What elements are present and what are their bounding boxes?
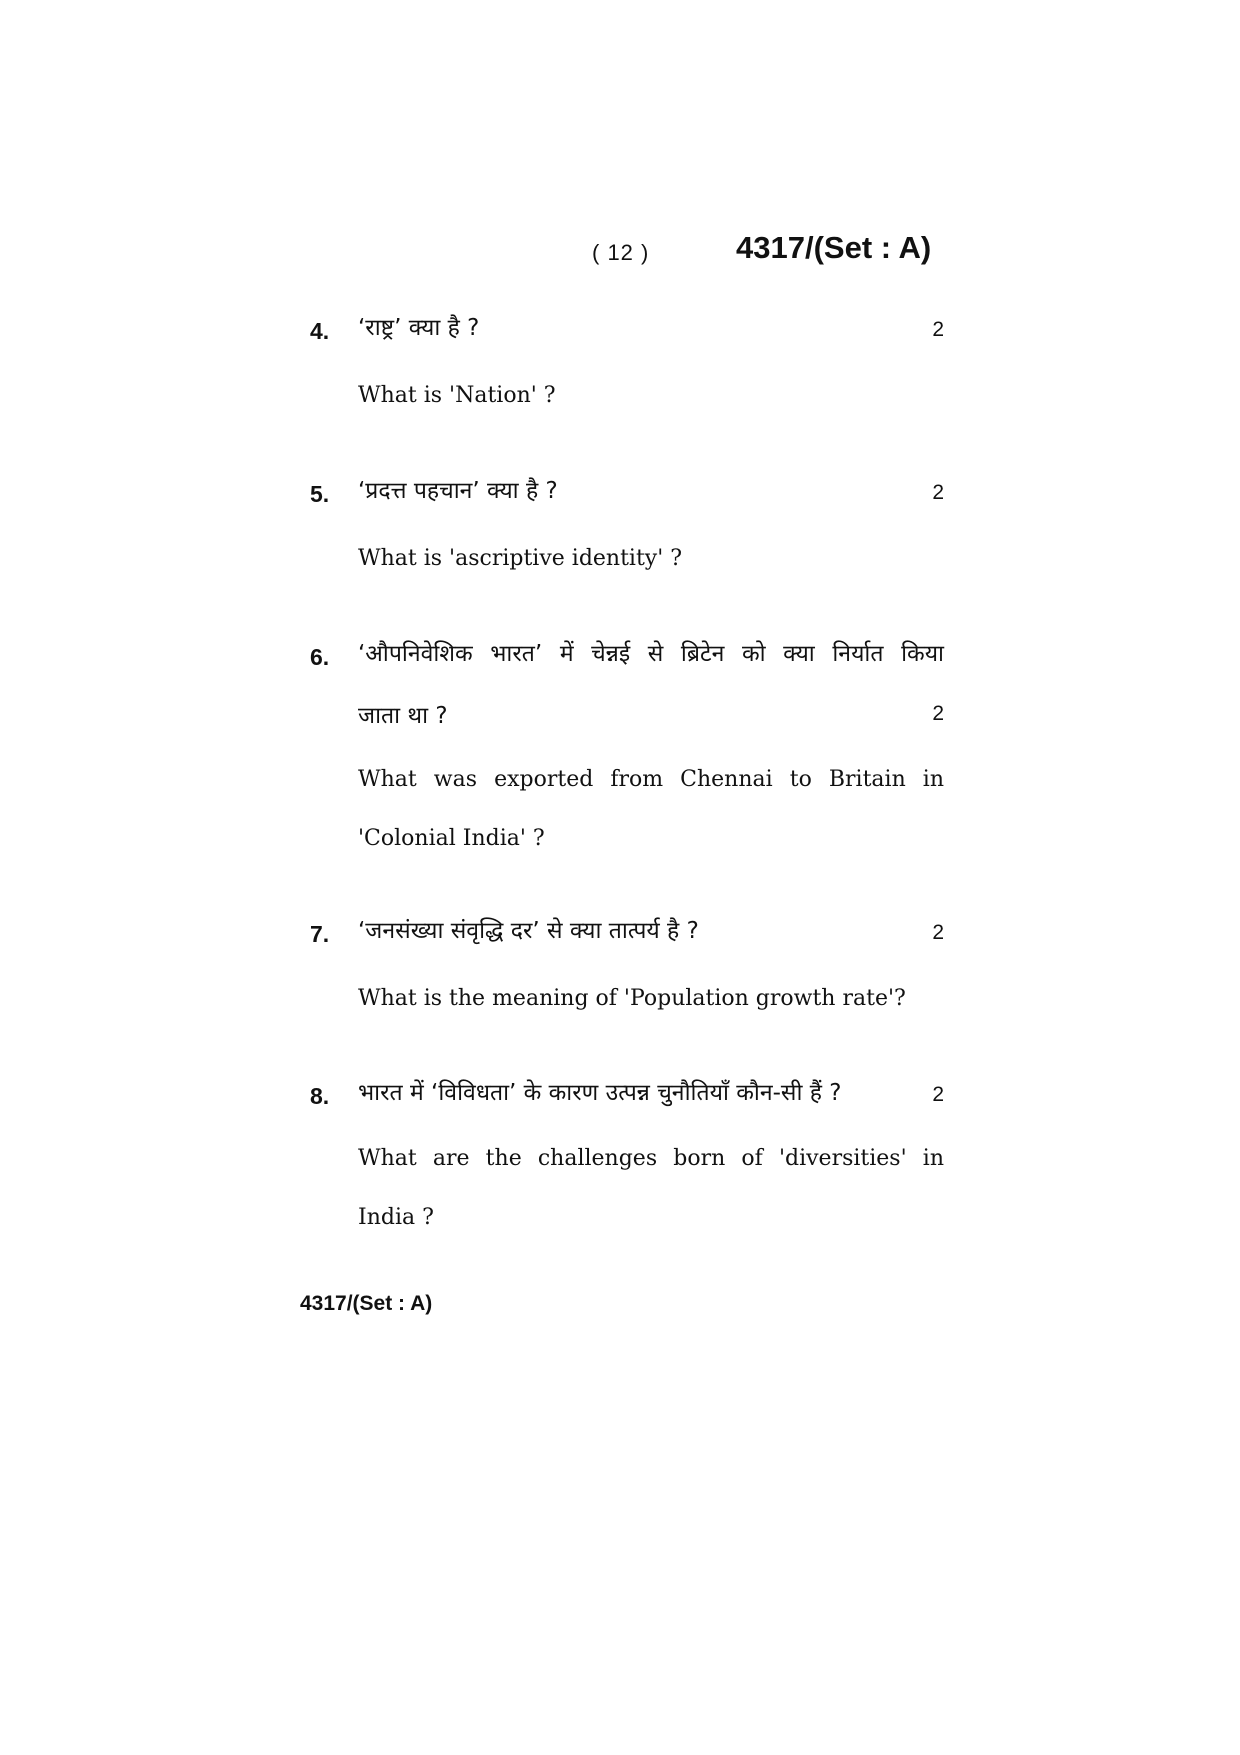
- question-text-english-continued: India ?: [358, 1205, 434, 1230]
- question-text-hindi: ‘औपनिवेशिक भारत’ में चेन्नई से ब्रिटेन को क्या निर्यात किया: [358, 641, 944, 667]
- question-text-hindi: भारत में ‘विविधता’ के कारण उत्पन्न चुनौतियाँ कौन-सी हैं ?: [358, 1080, 842, 1106]
- question-number: 7.: [310, 921, 330, 947]
- question-text-hindi: ‘जनसंख्या संवृद्धि दर’ से क्या तात्पर्य है ?: [358, 918, 699, 944]
- question-text-hindi: ‘राष्ट्र’ क्या है ?: [358, 315, 480, 341]
- question-number: 4.: [310, 318, 330, 344]
- question-marks: 2: [932, 481, 944, 504]
- question-number: 5.: [310, 481, 330, 507]
- question-text-hindi-continued: जाता था ?: [358, 703, 448, 729]
- paper-code-footer: 4317/(Set : A): [300, 1292, 433, 1315]
- question-text-english: What is 'Nation' ?: [358, 383, 556, 408]
- question-text-english: What are the challenges born of 'diversities' in: [358, 1146, 944, 1171]
- question-text-english: What is the meaning of 'Population growth rate'?: [358, 986, 906, 1011]
- question-text-hindi: ‘प्रदत्त पहचान’ क्या है ?: [358, 478, 558, 504]
- question-marks: 2: [932, 921, 944, 944]
- question-marks: 2: [932, 318, 944, 341]
- question-text-english: What was exported from Chennai to Britain in: [358, 767, 944, 792]
- question-marks: 2: [932, 702, 944, 725]
- question-marks: 2: [932, 1083, 944, 1106]
- question-number: 8.: [310, 1083, 330, 1109]
- question-text-english: What is 'ascriptive identity' ?: [358, 546, 683, 571]
- paper-code-header: 4317/(Set : A): [736, 230, 932, 265]
- question-text-english-continued: 'Colonial India' ?: [358, 826, 545, 851]
- page-number: ( 12 ): [592, 240, 650, 265]
- question-number: 6.: [310, 644, 330, 670]
